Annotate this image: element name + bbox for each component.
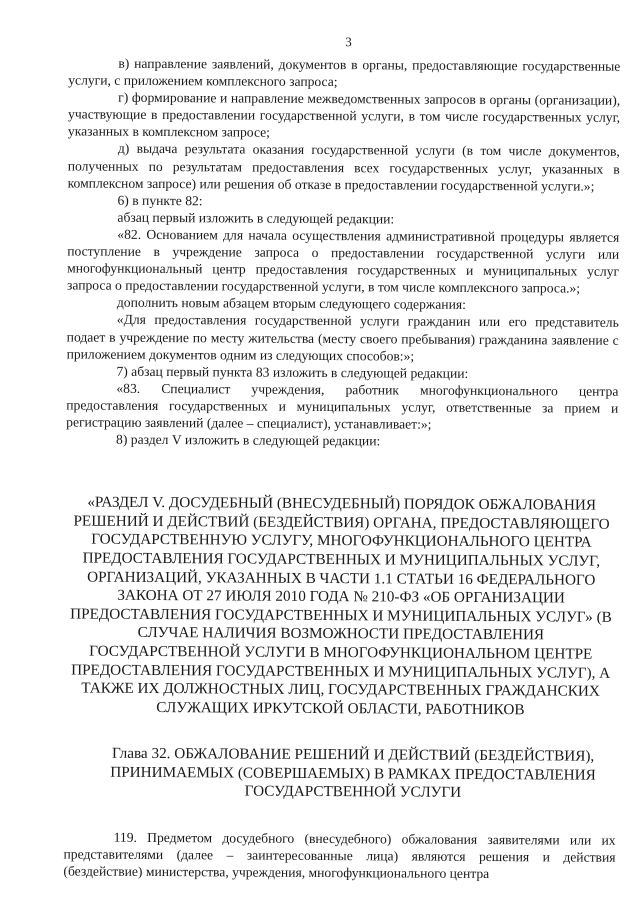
paragraph-82: «82. Основанием для начала осуществления административной процедуры является поступление в учреждение запроса о предоставлении государственной услуги или многофункциональный центр предоставления государственных и муниципальных услуг запроса о предоставлении государственной услуги, в том числе комплексного запроса.»; — [66, 226, 620, 296]
paragraph-dopolnit: дополнить новым абзацем вторым следующего содержания: — [116, 295, 466, 313]
paragraph-item-7: 7) абзац первый пункта 83 изложить в следующей редакции: — [116, 363, 469, 381]
paragraph-g: г) формирование и направление межведомственных запросов в органы (организации), участвующие в предоставлении государственной услуги, в том числе государственных услуг, указанных в комплексном запросе; — [67, 89, 621, 141]
chapter-title: Глава 32. ОБЖАЛОВАНИЕ РЕШЕНИЙ И ДЕЙСТВИЙ (БЕЗДЕЙСТВИЯ), ПРИНИМАЕМЫХ (СОВЕРШАЕМЫХ) В РАМКАХ ПРЕДОСТАВЛЕНИЯ ГОСУДАРСТВЕННОЙ УСЛУГИ — [110, 745, 596, 802]
paragraph-d: д) выдача результата оказания государственной услуги (в том числе документов, полученных по результатам предоставления всех государственных услуг, указанных в комплексном запросе) или решения об отказе в предоставлении государственной услуги.»; — [67, 141, 620, 194]
paragraph-abzac-first: абзац первый изложить в следующей редакции: — [117, 209, 395, 227]
paragraph-119: 119. Предметом досудебного (внесудебного) обжалования заявителями или их представителями (далее – заинтересованные лица) являются решения и действия (бездействие) министерства, учреждения, многофункционального центра — [63, 829, 616, 882]
paragraph-83: «83. Специалист учреждения, работник многофункционального центра предоставления государственных и муниципальных услуг, ответственные за прием и регистрацию заявлений (далее – специалист), устанавливает:»; — [66, 380, 619, 432]
paragraph-item-8: 8) раздел V изложить в следующей редакции: — [116, 431, 381, 449]
paragraph-item-6: 6) в пункте 82: — [117, 192, 203, 209]
section-title: «РАЗДЕЛ V. ДОСУДЕБНЫЙ (ВНЕСУДЕБНЫЙ) ПОРЯДОК ОБЖАЛОВАНИЯ РЕШЕНИЙ И ДЕЙСТВИЙ (БЕЗДЕЙСТВИЯ) ОРГАНА, ПРЕДОСТАВЛЯЮЩЕГО ГОСУДАРСТВЕННУЮ УСЛУГУ, МНОГОФУНКЦИОНАЛЬНОГО ЦЕНТРА ПРЕДОСТАВЛЕНИЯ ГОСУДАРСТВЕННЫХ И МУНИЦИПАЛЬНЫХ УСЛУГ, ОРГАНИЗАЦИЙ, УКАЗАННЫХ В ЧАСТИ 1.1 СТАТЬИ 16 ФЕДЕРАЛЬНОГО ЗАКОНА ОТ 27 ИЮЛЯ 2010 ГОДА № 210-ФЗ «ОБ ОРГАНИЗАЦИИ ПРЕДОСТАВЛЕНИЯ ГОСУДАРСТВЕННЫХ И МУНИЦИПАЛЬНЫХ УСЛУГ» (В СЛУЧАЕ НАЛИЧИЯ ВОЗМОЖНОСТИ ПРЕДОСТАВЛЕНИЯ ГОСУДАРСТВЕННОЙ УСЛУГИ В МНОГОФУНКЦИОНАЛЬНОМ ЦЕНТРЕ ПРЕДОСТАВЛЕНИЯ ГОСУДАРСТВЕННЫХ И МУНИЦИПАЛЬНЫХ УСЛУГ), А ТАКЖЕ ИХ ДОЛЖНОСТНЫХ ЛИЦ, ГОСУДАРСТВЕННЫХ ГРАЖДАНСКИХ СЛУЖАЩИХ ИРКУТСКОЙ ОБЛАСТИ, РАБОТНИКОВ — [70, 493, 612, 718]
page-number: 3 — [345, 34, 352, 50]
paragraph-dlya: «Для предоставления государственной услуги гражданин или его представитель подает в учреждение по месту жительства (месту своего пребывания) гражданина заявление с приложением документов одним из следующих способов:»; — [66, 312, 619, 364]
paragraph-v: в) направление заявлений, документов в органы, предоставляющие государственные услуги, с приложением комплексного запроса; — [68, 55, 621, 90]
